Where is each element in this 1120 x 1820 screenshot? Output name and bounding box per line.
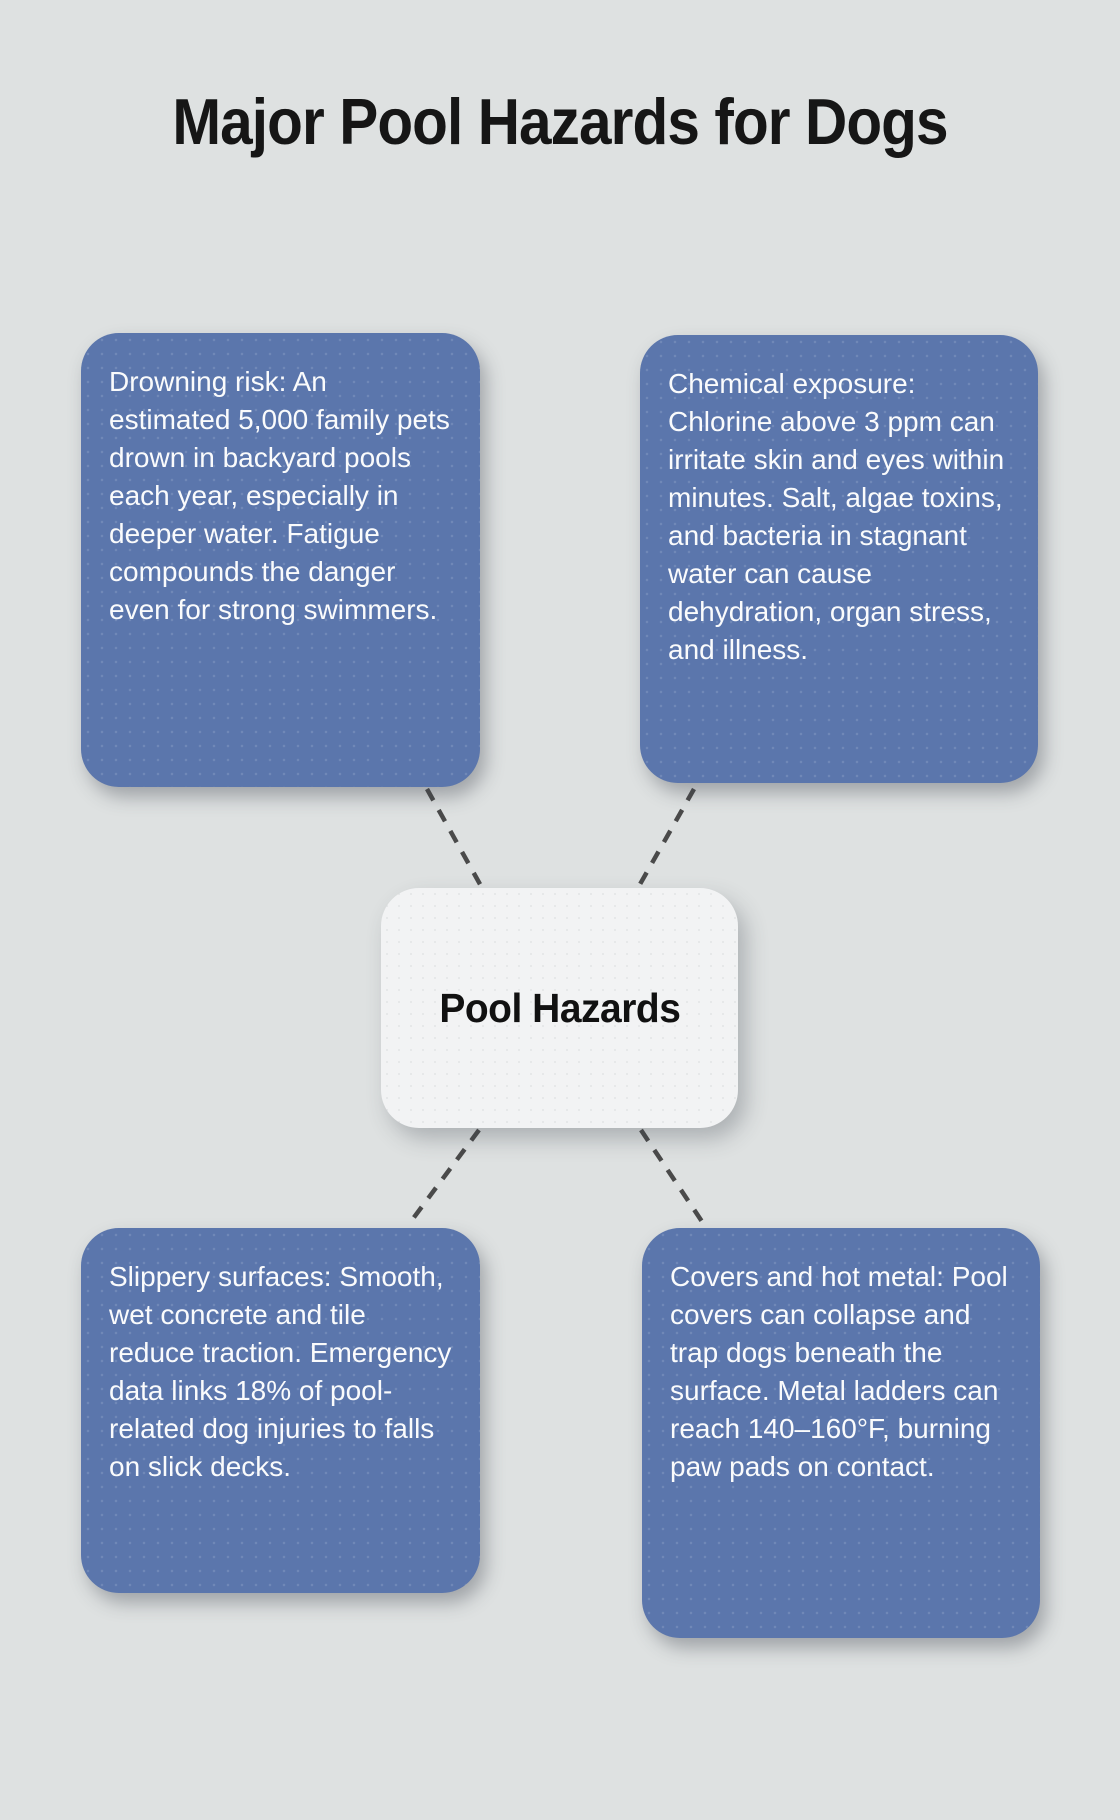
center-node-label: Pool Hazards (438, 984, 681, 1031)
hazard-text-chemical-exposure: Chemical exposure: Chlorine above 3 ppm can irritate skin and eyes within minutes. Salt, algae toxins, and bacteria in stagnant water can cause dehydration, organ stress, and illness. (668, 368, 1005, 665)
connector-line-bottom-left (409, 1130, 479, 1224)
hazard-node-chemical-exposure (640, 335, 1038, 783)
connector-line-top-right (639, 789, 694, 886)
diagram-title: Major Pool Hazards for Dogs (172, 85, 948, 158)
center-node (381, 888, 738, 1128)
hazard-text-drowning-risk: Drowning risk: An estimated 5,000 family pets drown in backyard pools each year, especially in deeper water. Fatigue compounds the danger even for strong swimmers. (109, 366, 450, 625)
hazard-node-covers-hot-metal (642, 1228, 1040, 1638)
hazard-text-covers-hot-metal: Covers and hot metal: Pool covers can collapse and trap dogs beneath the surface. Metal ladders can reach 140–160°F, burning paw pads on contact. (670, 1261, 1008, 1482)
connector-line-top-left (427, 789, 481, 886)
hazard-node-drowning-risk (81, 333, 480, 787)
connector-line-bottom-right (641, 1130, 703, 1223)
hazard-node-slippery-surfaces (81, 1228, 480, 1593)
hazard-text-slippery-surfaces: Slippery surfaces: Smooth, wet concrete and tile reduce traction. Emergency data links 18% of pool-related dog injuries to falls on slick decks. (109, 1261, 452, 1482)
